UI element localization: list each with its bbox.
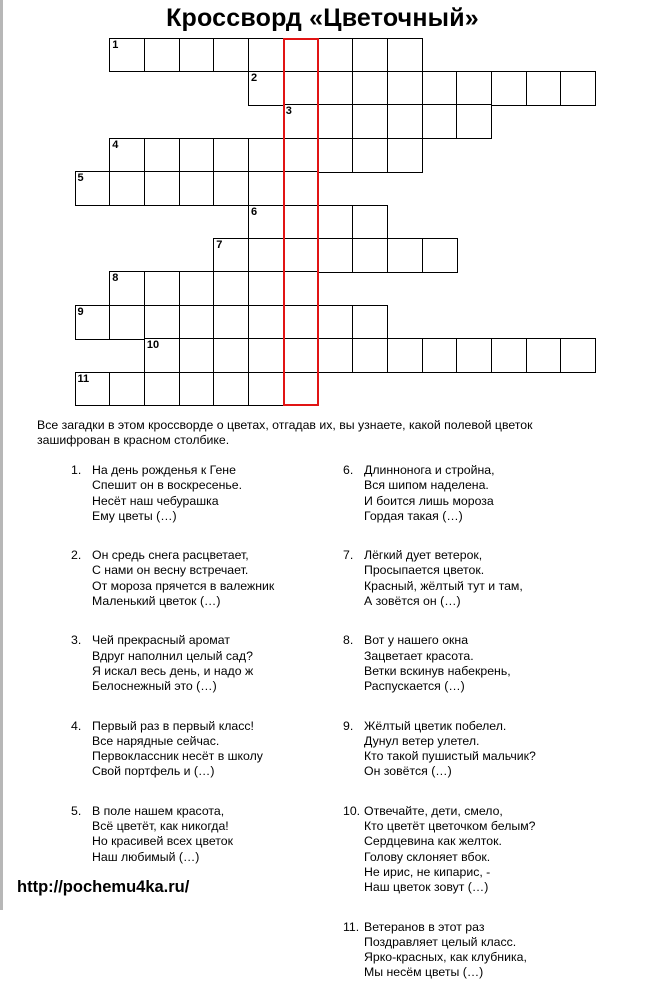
- clue-text: [92, 719, 331, 780]
- clue-line: Всё цветёт, как никогда!: [92, 819, 229, 834]
- clue-item: [343, 804, 603, 896]
- grid-cell[interactable]: [283, 104, 319, 139]
- clue-line: Он средь снега расцветает,: [92, 548, 249, 563]
- clue-number: 7.: [343, 548, 354, 563]
- clue-line: Наш цветок зовут (…): [364, 880, 489, 895]
- clue-line: Вся шипом наделена.: [364, 478, 489, 493]
- intro-text: Все загадки в этом кроссворде о цветах, отгадав их, вы узнаете, какой полевой цветок зашифрован в красном столбике.: [37, 418, 533, 447]
- clue-line: Вот у нашего окна: [364, 633, 469, 648]
- clue-line: Не ирис, не кипарис, -: [364, 864, 491, 879]
- clue-number: 10.: [343, 803, 361, 818]
- clue-line: Ветеранов в этот раз: [364, 919, 485, 934]
- clue-line: Маленький цветок (…): [92, 594, 221, 609]
- clue-line: Свой портфель и (…): [92, 764, 215, 779]
- clue-line: Ему цветы (…): [92, 508, 177, 523]
- grid-cell-number: 9: [77, 305, 84, 318]
- clue-line: Первоклассник несёт в школу: [92, 749, 263, 764]
- clue-text: [364, 804, 603, 896]
- clue-item: [71, 463, 331, 524]
- grid-cell[interactable]: [75, 171, 111, 206]
- clue-number: 9.: [343, 718, 354, 733]
- grid-cell[interactable]: [526, 71, 562, 106]
- grid-cell[interactable]: [179, 138, 215, 173]
- clue-line: Отвечайте, дети, смело,: [364, 803, 503, 818]
- clue-item: [71, 719, 331, 780]
- grid-cell[interactable]: [283, 271, 319, 306]
- grid-cell[interactable]: [422, 338, 458, 373]
- grid-cell[interactable]: [352, 38, 388, 73]
- grid-cell[interactable]: [422, 104, 458, 139]
- grid-cell[interactable]: [387, 38, 423, 73]
- grid-cell[interactable]: [317, 205, 353, 240]
- clue-text: [364, 548, 603, 609]
- clue-text: [364, 719, 603, 780]
- grid-cell[interactable]: [560, 338, 596, 373]
- grid-cell[interactable]: [179, 372, 215, 407]
- grid-cell[interactable]: [526, 338, 562, 373]
- clue-line: С нами он весну встречает.: [92, 563, 249, 578]
- crossword-grid: [0, 0, 645, 420]
- clue-line: Кто цветёт цветочком белым?: [364, 819, 536, 834]
- grid-cell[interactable]: [109, 138, 145, 173]
- grid-cell[interactable]: [283, 305, 319, 340]
- clue-line: Мы несём цветы (…): [364, 965, 484, 980]
- clue-line: Но красивей всех цветок: [92, 834, 233, 849]
- grid-cell[interactable]: [248, 338, 284, 373]
- grid-cell[interactable]: [387, 138, 423, 173]
- clues-right-column: [343, 463, 603, 1005]
- clue-line: Гордая такая (…): [364, 508, 463, 523]
- clue-number: 1.: [71, 463, 82, 477]
- clue-line: Кто такой пушистый мальчик?: [364, 749, 536, 764]
- grid-cell[interactable]: [283, 338, 319, 373]
- footer-url[interactable]: http://pochemu4ka.ru/: [17, 878, 190, 896]
- grid-cell[interactable]: [109, 271, 145, 306]
- grid-cell[interactable]: [109, 38, 145, 73]
- clue-line: Первый раз в первый класс!: [92, 718, 254, 733]
- grid-cell[interactable]: [283, 205, 319, 240]
- grid-cell[interactable]: [491, 338, 527, 373]
- clue-number: 11.: [343, 919, 360, 934]
- grid-cell[interactable]: [352, 205, 388, 240]
- grid-cell[interactable]: [144, 171, 180, 206]
- clue-line: Несёт наш чебурашка: [92, 493, 219, 508]
- clue-line: Наш любимый (…): [92, 849, 200, 864]
- grid-cell[interactable]: [387, 71, 423, 106]
- grid-cell[interactable]: [248, 238, 284, 273]
- grid-cell[interactable]: [144, 305, 180, 340]
- grid-cell[interactable]: [283, 38, 319, 73]
- grid-cell[interactable]: [352, 104, 388, 139]
- clue-text: [364, 633, 603, 694]
- grid-cell[interactable]: [317, 305, 353, 340]
- grid-cell[interactable]: [317, 338, 353, 373]
- grid-cell[interactable]: [213, 305, 249, 340]
- grid-cell[interactable]: [456, 71, 492, 106]
- clue-line: И боится лишь мороза: [364, 493, 494, 508]
- grid-cell-number: 7: [216, 238, 223, 251]
- clue-line: Длиннонога и стройна,: [364, 463, 495, 477]
- grid-cell[interactable]: [317, 38, 353, 73]
- grid-cell-number: 8: [112, 272, 119, 285]
- grid-cell[interactable]: [283, 372, 319, 407]
- grid-cell[interactable]: [179, 271, 215, 306]
- grid-cell[interactable]: [491, 71, 527, 106]
- clue-item: [343, 548, 603, 609]
- grid-cell[interactable]: [109, 372, 145, 407]
- grid-cell[interactable]: [179, 38, 215, 73]
- grid-cell[interactable]: [213, 171, 249, 206]
- grid-cell[interactable]: [213, 38, 249, 73]
- grid-cell[interactable]: [317, 71, 353, 106]
- clue-line: А зовётся он (…): [364, 594, 461, 609]
- grid-cell[interactable]: [387, 104, 423, 139]
- grid-cell[interactable]: [248, 138, 284, 173]
- clue-line: Зацветает красота.: [364, 648, 474, 663]
- grid-cell-number: 6: [251, 205, 258, 218]
- grid-cell[interactable]: [179, 338, 215, 373]
- grid-cell[interactable]: [283, 138, 319, 173]
- clue-item: [343, 463, 603, 524]
- clue-line: Распускается (…): [364, 679, 465, 694]
- clue-number: 4.: [71, 718, 82, 733]
- grid-cell[interactable]: [387, 338, 423, 373]
- clue-line: Дунул ветер улетел.: [364, 733, 480, 748]
- grid-cell[interactable]: [283, 71, 319, 106]
- grid-cell[interactable]: [248, 171, 284, 206]
- grid-cell[interactable]: [248, 372, 284, 407]
- grid-cell[interactable]: [422, 238, 458, 273]
- page-title: Кроссворд «Цветочный»: [166, 4, 479, 32]
- grid-cell[interactable]: [248, 71, 284, 106]
- grid-cell[interactable]: [179, 171, 215, 206]
- clue-line: Красный, жёлтый тут и там,: [364, 578, 523, 593]
- clue-line: Спешит он в воскресенье.: [92, 478, 243, 493]
- grid-cell[interactable]: [248, 205, 284, 240]
- clue-item: [71, 804, 331, 865]
- grid-cell[interactable]: [317, 104, 353, 139]
- grid-cell-number: 10: [146, 339, 160, 352]
- clue-number: 5.: [71, 803, 82, 818]
- grid-cell[interactable]: [248, 305, 284, 340]
- clue-item: [71, 548, 331, 609]
- grid-cell[interactable]: [213, 372, 249, 407]
- clue-text: [92, 463, 331, 524]
- clue-item: [71, 633, 331, 694]
- grid-cell[interactable]: [352, 138, 388, 173]
- grid-cell-number: 3: [285, 105, 292, 118]
- grid-cell[interactable]: [144, 38, 180, 73]
- clue-line: Сердцевина как желток.: [364, 834, 502, 849]
- grid-cell[interactable]: [352, 238, 388, 273]
- grid-cell[interactable]: [144, 138, 180, 173]
- grid-cell[interactable]: [109, 171, 145, 206]
- clue-line: Голову склоняет вбок.: [364, 849, 491, 864]
- grid-cell-number: 4: [112, 138, 119, 151]
- clue-line: Лёгкий дует ветерок,: [364, 548, 483, 563]
- grid-cell-number: 5: [77, 172, 84, 185]
- grid-cell[interactable]: [248, 38, 284, 73]
- grid-cell[interactable]: [109, 305, 145, 340]
- clue-text: [364, 920, 603, 981]
- grid-cell[interactable]: [75, 372, 111, 407]
- clue-item: [343, 719, 603, 780]
- clue-line: Все нарядные сейчас.: [92, 733, 220, 748]
- grid-cell[interactable]: [213, 271, 249, 306]
- clue-line: В поле нашем красота,: [92, 803, 225, 818]
- grid-cell[interactable]: [144, 271, 180, 306]
- clue-number: 3.: [71, 633, 82, 648]
- grid-cell[interactable]: [283, 171, 319, 206]
- clue-line: Ветки вскинув набекрень,: [364, 663, 511, 678]
- grid-cell[interactable]: [213, 338, 249, 373]
- grid-cell[interactable]: [75, 305, 111, 340]
- clue-line: Чей прекрасный аромат: [92, 633, 230, 648]
- clue-text: [92, 633, 331, 694]
- grid-cell[interactable]: [560, 71, 596, 106]
- clue-text: [92, 804, 331, 865]
- clue-text: [364, 463, 603, 524]
- clue-line: Я искал весь день, и надо ж: [92, 663, 254, 678]
- clue-line: Ярко-красных, как клубника,: [364, 950, 527, 965]
- clue-line: Белоснежный это (…): [92, 679, 217, 694]
- grid-cell[interactable]: [352, 338, 388, 373]
- clue-line: Просыпается цветок.: [364, 563, 485, 578]
- clues-left-column: [71, 463, 331, 889]
- clue-item: [343, 920, 603, 981]
- clue-line: Вдруг наполнил целый сад?: [92, 648, 253, 663]
- clue-number: 8.: [343, 633, 354, 648]
- clue-number: 2.: [71, 548, 82, 563]
- grid-cell[interactable]: [248, 271, 284, 306]
- grid-cell-number: 1: [112, 38, 119, 51]
- clue-line: От мороза прячется в валежник: [92, 578, 275, 593]
- grid-cell-number: 11: [77, 372, 90, 385]
- grid-cell[interactable]: [456, 104, 492, 139]
- clue-number: 6.: [343, 463, 354, 477]
- clue-text: [92, 548, 331, 609]
- grid-cell[interactable]: [179, 305, 215, 340]
- grid-cell[interactable]: [317, 238, 353, 273]
- clue-line: Он зовётся (…): [364, 764, 452, 779]
- grid-cell-number: 2: [251, 71, 258, 84]
- grid-cell[interactable]: [283, 238, 319, 273]
- clue-line: Поздравляет целый класс.: [364, 934, 517, 949]
- grid-cell[interactable]: [213, 138, 249, 173]
- grid-cell[interactable]: [422, 71, 458, 106]
- clue-line: Жёлтый цветик побелел.: [364, 718, 507, 733]
- grid-cell[interactable]: [213, 238, 249, 273]
- grid-cell[interactable]: [352, 305, 388, 340]
- grid-cell[interactable]: [317, 138, 353, 173]
- grid-cell[interactable]: [144, 338, 180, 373]
- grid-cell[interactable]: [352, 71, 388, 106]
- clue-line: На день рожденья к Гене: [92, 463, 236, 477]
- grid-cell[interactable]: [456, 338, 492, 373]
- grid-cell[interactable]: [387, 238, 423, 273]
- grid-cell[interactable]: [144, 372, 180, 407]
- clue-item: [343, 633, 603, 694]
